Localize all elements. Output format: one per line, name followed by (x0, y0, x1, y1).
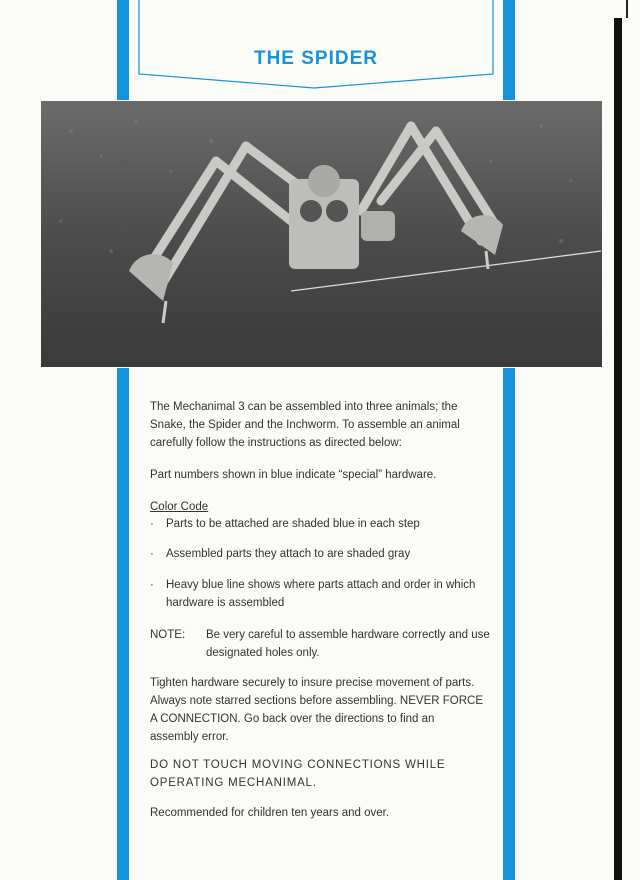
left-blue-stripe-bottom (117, 368, 129, 880)
color-code-item-text: Heavy blue line shows where parts attach and order in which hardware is assembled (166, 579, 476, 609)
right-blue-stripe-bottom (503, 368, 515, 880)
bullet-dot-icon: · (150, 548, 154, 560)
page-title: THE SPIDER (253, 48, 379, 69)
right-blue-stripe-top (503, 0, 515, 100)
warning-paragraph: DO NOT TOUCH MOVING CONNECTIONS WHILE OPERATING MECHANIMAL. (150, 759, 446, 789)
color-code-item-text: Assembled parts they attach to are shaded gray (166, 548, 411, 560)
spider-illustration (41, 101, 602, 367)
bullet-dot-icon: · (150, 579, 154, 591)
part-number-note: Part numbers shown in blue indicate “special” hardware. (150, 469, 437, 481)
note-label: NOTE: (150, 629, 186, 641)
color-code-item-text: Parts to be attached are shaded blue in each step (166, 518, 420, 530)
spider-photo (41, 101, 602, 367)
color-code-item (150, 576, 490, 612)
left-blue-stripe-top (117, 0, 129, 100)
note-text: Be very careful to assemble hardware correctly and use designated holes only. (206, 629, 490, 659)
title-banner (138, 0, 494, 92)
color-code-item (150, 515, 490, 533)
tighten-paragraph: Tighten hardware securely to insure precise movement of parts. Always note starred sections before assembling. NEVER FORCE A CONNECTION. Go back over the directions to find an assembly error. (150, 677, 483, 743)
intro-paragraph: The Mechanimal 3 can be assembled into three animals; the Snake, the Spider and the Inchworm. To assemble an animal carefully follow the instructions as directed below: (150, 401, 460, 449)
color-code-item (150, 545, 490, 563)
page-edge-line (626, 0, 628, 18)
page-edge-shadow (614, 18, 622, 880)
color-code-heading: Color Code (150, 501, 209, 513)
age-recommendation: Recommended for children ten years and over. (150, 807, 390, 819)
bullet-dot-icon: · (150, 518, 154, 530)
